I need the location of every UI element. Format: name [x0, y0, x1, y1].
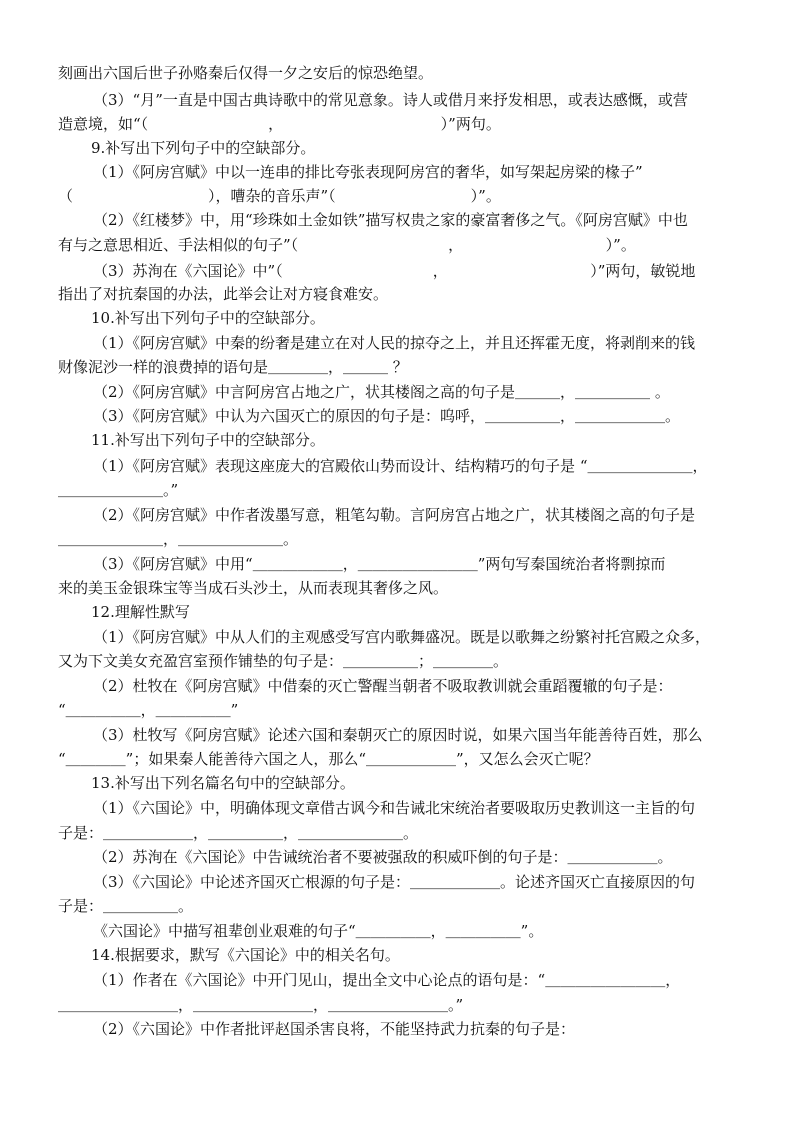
question-line: （1）《阿房宫赋》中以一连串的排比夸张表现阿房宫的奢华，如写架起房梁的椽子” [93, 163, 643, 181]
question-line: （3）苏洵在《六国论》中”（ ， ）”两句，敏锐地 [93, 262, 696, 280]
question-line: （2）杜牧在《阿房宫赋》中借秦的灭亡警醒当朝者不吸取教训就会重蹈覆辙的句子是： [93, 677, 673, 695]
question-line: （3）《六国论》中论述齐国灭亡根源的句子是：＿＿＿＿＿＿。论述齐国灭亡直接原因的句 [93, 873, 696, 891]
question-line: （1）《阿房宫赋》中秦的纷奢是建立在对人民的掠夺之上，并且还挥霍无度，将剥削来的钱 [93, 334, 696, 352]
text-line: 指出了对抗秦国的办法，此举会让对方寝食难安。 [58, 285, 389, 303]
text-line: “＿＿＿＿”；如果秦人能善待六国之人，那么“＿＿＿＿＿＿”，又怎么会灭亡呢？ [58, 750, 599, 768]
question-number: 13.补写出下列名篇名句中的空缺部分。 [91, 774, 355, 792]
question-number: 11.补写出下列句子中的空缺部分。 [91, 431, 325, 449]
text-line: 又为下文美女充盈宫室预作铺垫的句子是：＿＿＿＿＿；＿＿＿＿。 [58, 652, 509, 670]
question-number: 10.补写出下列句子中的空缺部分。 [91, 309, 325, 327]
text-line: ＿＿＿＿＿＿＿，＿＿＿＿＿＿＿。 [58, 530, 299, 548]
text-line: 来的美玉金银珠宝等当成石头沙土，从而表现其奢侈之风。 [58, 579, 449, 597]
question-line: （2）《阿房宫赋》中作者泼墨写意，粗笔勾勒。言阿房宫占地之广，状其楼阁之高的句子是 [93, 506, 696, 524]
text-line: ＿＿＿＿＿＿＿＿，＿＿＿＿＿＿＿＿，＿＿＿＿＿＿＿＿。” [58, 996, 464, 1014]
question-line: （1）《六国论》中，明确体现文章借古讽今和告诫北宋统治者要吸取历史教训这一主旨的句 [93, 799, 696, 817]
question-number: 14.根据要求，默写《六国论》中的相关名句。 [91, 946, 400, 964]
question-line: 《六国论》中描写祖辈创业艰难的句子“＿＿＿＿＿，＿＿＿＿＿”。 [93, 922, 544, 940]
text-line: 财像泥沙一样的浪费掉的语句是＿＿＿＿，＿＿＿ ？ [58, 358, 408, 376]
text-line: 子是：＿＿＿＿＿。 [58, 897, 194, 915]
question-line: （2）《红楼梦》中，用“珍珠如土金如铁”描写权贵之家的豪富奢侈之气。《阿房宫赋》中也 [93, 211, 688, 229]
text-line: 有与之意思相近、手法相似的句子”（ ， ）”。 [58, 236, 636, 254]
question-line: （1）《阿房宫赋》中从人们的主观感受写宫内歌舞盛况。既是以歌舞之纷繁衬托宫殿之众多， [93, 628, 711, 646]
text-line: 刻画出六国后世子孙赂秦后仅得一夕之安后的惊恐绝望。 [58, 64, 434, 82]
question-number: 9.补写出下列句子中的空缺部分。 [91, 139, 316, 157]
question-line: （1）《阿房宫赋》表现这座庞大的宫殿依山势而设计、结构精巧的句子是 “＿＿＿＿＿＿＿， [93, 457, 708, 475]
text-line: ＿＿＿＿＿＿＿。” [58, 481, 179, 499]
text-line: 造意境，如“（ ， ）”两句。 [58, 115, 501, 133]
text-line: 子是：＿＿＿＿＿＿，＿＿＿＿＿，＿＿＿＿＿＿＿。 [58, 824, 419, 842]
question-line: （2）《六国论》中作者批评赵国杀害良将，不能坚持武力抗秦的句子是： [93, 1020, 576, 1038]
question-line: （3）“月”一直是中国古典诗歌中的常见意象。诗人或借月来抒发相思，或表达感慨，或营 [93, 91, 688, 109]
question-line: （1）作者在《六国论》中开门见山，提出全文中心论点的语句是：“＿＿＿＿＿＿＿＿， [93, 971, 681, 989]
question-line: （3）杜牧写《阿房宫赋》论述六国和秦朝灭亡的原因时说，如果六国当年能善待百姓，那么 [93, 726, 703, 744]
question-line: （2）《阿房宫赋》中言阿房宫占地之广，状其楼阁之高的句子是＿＿＿，＿＿＿＿＿ 。 [93, 383, 670, 401]
question-number: 12.理解性默写 [91, 603, 190, 621]
question-line: （3）《阿房宫赋》中认为六国灭亡的原因的句子是：呜呼，＿＿＿＿＿，＿＿＿＿＿＿。 [93, 407, 681, 425]
text-line: “＿＿＿＿＿，＿＿＿＿＿” [58, 701, 239, 719]
question-line: （3）《阿房宫赋》中用“＿＿＿＿＿＿，＿＿＿＿＿＿＿＿”两句写秦国统治者将剽掠而 [93, 555, 666, 573]
question-line: （2）苏洵在《六国论》中告诫统治者不要被强敌的积威吓倒的句子是：＿＿＿＿＿＿。 [93, 848, 673, 866]
text-line: （ ），嘈杂的音乐声”（ ）”。 [58, 187, 501, 205]
